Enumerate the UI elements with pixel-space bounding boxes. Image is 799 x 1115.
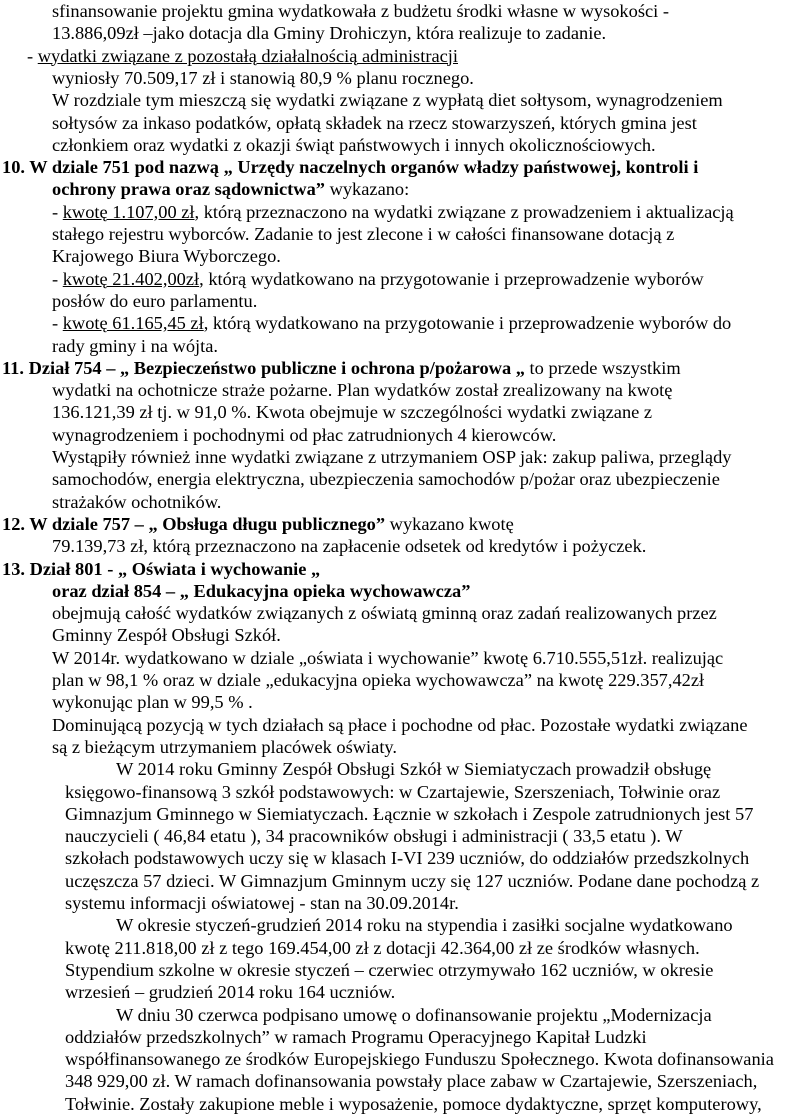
text-run: Wystąpiły również inne wydatki związane z utrzymaniem OSP jak: zakup paliwa, przeglądy — [52, 447, 732, 467]
text-line — [65, 1070, 757, 1092]
text-line — [65, 825, 683, 847]
text-run: księgowo-finansową 3 szkół podstawowych: w Czartajewie, Szerszeniach, Tołwinie oraz — [65, 781, 721, 802]
text-run: Dominującą pozycją w tych działach są płace i pochodne od płac. Pozostałe wydatki związane — [52, 714, 748, 735]
text-line — [52, 22, 606, 44]
text-run: członkiem oraz wydatki z okazji świąt państwowych i innych okolicznościowych. — [52, 134, 656, 155]
text-line — [27, 45, 458, 67]
text-run: wykonując plan w 99,5 % . — [52, 692, 253, 713]
text-run: 79.139,73 zł, którą przeznaczono na zapłacenie odsetek od kredytów i pożyczek. — [52, 536, 647, 557]
text-run: Gimnazjum Gminnego w Siemiatyczach. Łącznie w szkołach i Zespole zatrudnionych jest 57 — [65, 803, 754, 824]
text-line — [52, 647, 723, 669]
underlined-text: kwotę 21.402,00zł — [62, 268, 200, 289]
text-line — [52, 624, 281, 646]
text-run: 136.121,39 zł tj. w 91,0 %. Kwota obejmuje w szczególności wydatki związane z — [52, 402, 653, 423]
text-line — [52, 201, 734, 223]
text-line — [52, 134, 656, 156]
text-line — [2, 156, 698, 178]
text-line — [2, 357, 681, 379]
text-line — [52, 312, 731, 334]
text-line — [52, 669, 704, 691]
text-run: Gminny Zespół Obsługi Szkół. — [52, 625, 281, 646]
text-run: wykazano kwotę — [385, 513, 514, 534]
underlined-text: kwotę 61.165,45 zł — [62, 313, 204, 334]
text-run: , którą przeznaczono na wydatki związane z prowadzeniem i aktualizacją — [194, 201, 734, 222]
text-run: W rozdziale tym mieszczą się wydatki związane z wypłatą diet sołtysom, wynagrodzeniem — [52, 90, 723, 111]
text-line — [52, 736, 397, 758]
text-line — [2, 558, 320, 580]
bold-text: 11. Dział 754 – „ Bezpieczeństwo publiczne i ochrona p/pożarowa „ — [2, 357, 525, 378]
text-run: wyniosły 70.509,17 zł i stanowią 80,9 % planu rocznego. — [52, 67, 474, 88]
text-line — [52, 178, 409, 200]
text-run: W okresie styczeń-grudzień 2014 roku na stypendia i zasiłki socjalne wydatkowano — [116, 915, 733, 936]
text-line — [52, 268, 704, 290]
text-line — [52, 290, 257, 312]
text-run: sołtysów za inkaso podatków, opłatą składek na rzecz stowarzyszeń, których gmina jest — [52, 112, 697, 133]
text-line — [52, 714, 748, 736]
text-run: 13.886,09zł –jako dotacja dla Gminy Drohiczyn, która realizuje to zadanie. — [52, 23, 607, 44]
text-line — [65, 1093, 762, 1115]
text-run: są z bieżącym utrzymaniem placówek oświaty. — [52, 736, 398, 757]
text-line — [65, 959, 713, 981]
bold-text: 10. W dziale 751 pod nazwą „ Urzędy naczelnych organów władzy państwowej, kontroli i — [2, 157, 699, 178]
text-run: wynagrodzeniem i pochodnymi od płac zatrudnionych 4 kierowców. — [52, 424, 557, 445]
underlined-text: wydatki związane z pozostałą działalnością administracji — [37, 45, 458, 66]
text-line — [52, 535, 646, 557]
text-line — [65, 937, 700, 959]
text-line — [52, 691, 253, 713]
text-run: stałego rejestru wyborców. Zadanie to jest zlecone i w całości finansowane dotacją z — [52, 224, 675, 244]
text-run: W 2014r. wydatkowano w dziale „oświata i wychowanie” kwotę 6.710.555,51zł. realizując — [52, 647, 724, 668]
text-line — [52, 401, 652, 423]
text-run: - — [52, 268, 63, 289]
text-run: wydatki na ochotnicze straże pożarne. Plan wydatków został zrealizowany na kwotę — [52, 380, 673, 401]
text-run: posłów do euro parlamentu. — [52, 290, 258, 311]
text-line — [52, 89, 723, 111]
text-line — [52, 602, 717, 624]
text-line — [52, 580, 470, 602]
text-run: W 2014 roku Gminny Zespół Obsługi Szkół w Siemiatyczach prowadził obsługę — [116, 759, 712, 780]
text-line — [65, 847, 749, 869]
text-line — [65, 981, 395, 1003]
text-line — [52, 335, 218, 357]
text-run: kwotę 211.818,00 zł z tego 169.454,00 zł z dotacji 42.364,00 zł ze środków własnych. — [65, 937, 700, 958]
text-line — [116, 758, 711, 780]
text-run: oddziałów przedszkolnych” w ramach Programu Operacyjnego Kapitał Ludzki — [65, 1026, 647, 1047]
text-run: - — [52, 201, 63, 222]
text-run: systemu informacji oświatowej - stan na 30.09.2014r. — [65, 893, 459, 913]
text-run: 348 929,00 zł. W ramach dofinansowania powstały place zabaw w Czartajewie, Szerszeniach, — [65, 1071, 758, 1092]
text-run: rady gminy i na wójta. — [52, 335, 218, 356]
text-line — [52, 379, 672, 401]
text-line — [52, 446, 731, 468]
text-run: Krajowego Biura Wyborczego. — [52, 246, 281, 267]
text-line — [65, 870, 759, 892]
text-run: to przede wszystkim — [524, 357, 681, 378]
text-line — [2, 513, 514, 535]
text-line — [52, 0, 669, 22]
text-line — [52, 223, 674, 245]
text-run: wrzesień – grudzień 2014 roku 164 uczniów. — [65, 982, 396, 1003]
text-run: - — [52, 313, 63, 334]
text-line — [52, 491, 221, 513]
text-line — [65, 1026, 647, 1048]
text-run: uczęszcza 57 dzieci. W Gimnazjum Gminnym uczy się 127 uczniów. Podane dane pochodzą z — [65, 870, 760, 891]
text-line — [116, 1004, 712, 1026]
bold-text: 13. Dział 801 - „ Oświata i wychowanie „ — [2, 558, 321, 579]
text-line — [52, 112, 697, 134]
text-run: współfinansowanego ze środków Europejskiego Funduszu Społecznego. Kwota dofinansowania — [65, 1049, 774, 1070]
text-run: szkołach podstawowych uczy się w klasach I-VI 239 uczniów, do oddziałów przedszkolnych — [65, 848, 750, 869]
text-run: nauczycieli ( 46,84 etatu ), 34 pracowników obsługi i administracji ( 33,5 etatu ). W — [65, 826, 683, 847]
text-run: plan w 98,1 % oraz w dziale „edukacyjna opieka wychowawcza” na kwotę 229.357,42zł — [52, 670, 705, 690]
text-run: , którą wydatkowano na przygotowanie i przeprowadzenie wyborów do — [203, 313, 732, 334]
text-run: W dniu 30 czerwca podpisano umowę o dofinansowanie projektu „Modernizacja — [116, 1004, 712, 1025]
text-line — [52, 468, 720, 490]
bold-text: oraz dział 854 – „ Edukacyjna opieka wychowawcza” — [52, 580, 471, 601]
text-line — [52, 67, 474, 89]
text-run: strażaków ochotników. — [52, 491, 222, 512]
text-line — [52, 245, 281, 267]
text-run: Stypendium szkolne w okresie styczeń – czerwiec otrzymywało 162 uczniów, w okresie — [65, 959, 714, 980]
underlined-text: kwotę 1.107,00 zł — [62, 201, 195, 222]
text-line — [52, 424, 556, 446]
text-run: sfinansowanie projektu gmina wydatkowała z budżetu środki własne w wysokości - — [52, 1, 669, 21]
text-line — [65, 892, 459, 914]
text-run: wykazano: — [324, 179, 410, 200]
bold-text: ochrony prawa oraz sądownictwa” — [52, 179, 325, 200]
text-run: obejmują całość wydatków związanych z oświatą gminną oraz zadań realizowanych przez — [52, 603, 717, 624]
bold-text: 12. W dziale 757 – „ Obsługa długu publicznego” — [2, 513, 386, 534]
text-run: Tołwinie. Zostały zakupione meble i wyposażenie, pomoce dydaktyczne, sprzęt komputerowy, — [65, 1093, 762, 1114]
text-line — [65, 781, 720, 803]
text-run: - — [27, 45, 38, 66]
text-line — [65, 1048, 774, 1070]
text-line — [65, 803, 753, 825]
text-line — [116, 914, 733, 936]
text-run: samochodów, energia elektryczna, ubezpieczenia samochodów p/pożar oraz ubezpieczenie — [52, 469, 720, 490]
text-run: , którą wydatkowano na przygotowanie i przeprowadzenie wyborów — [199, 268, 704, 289]
